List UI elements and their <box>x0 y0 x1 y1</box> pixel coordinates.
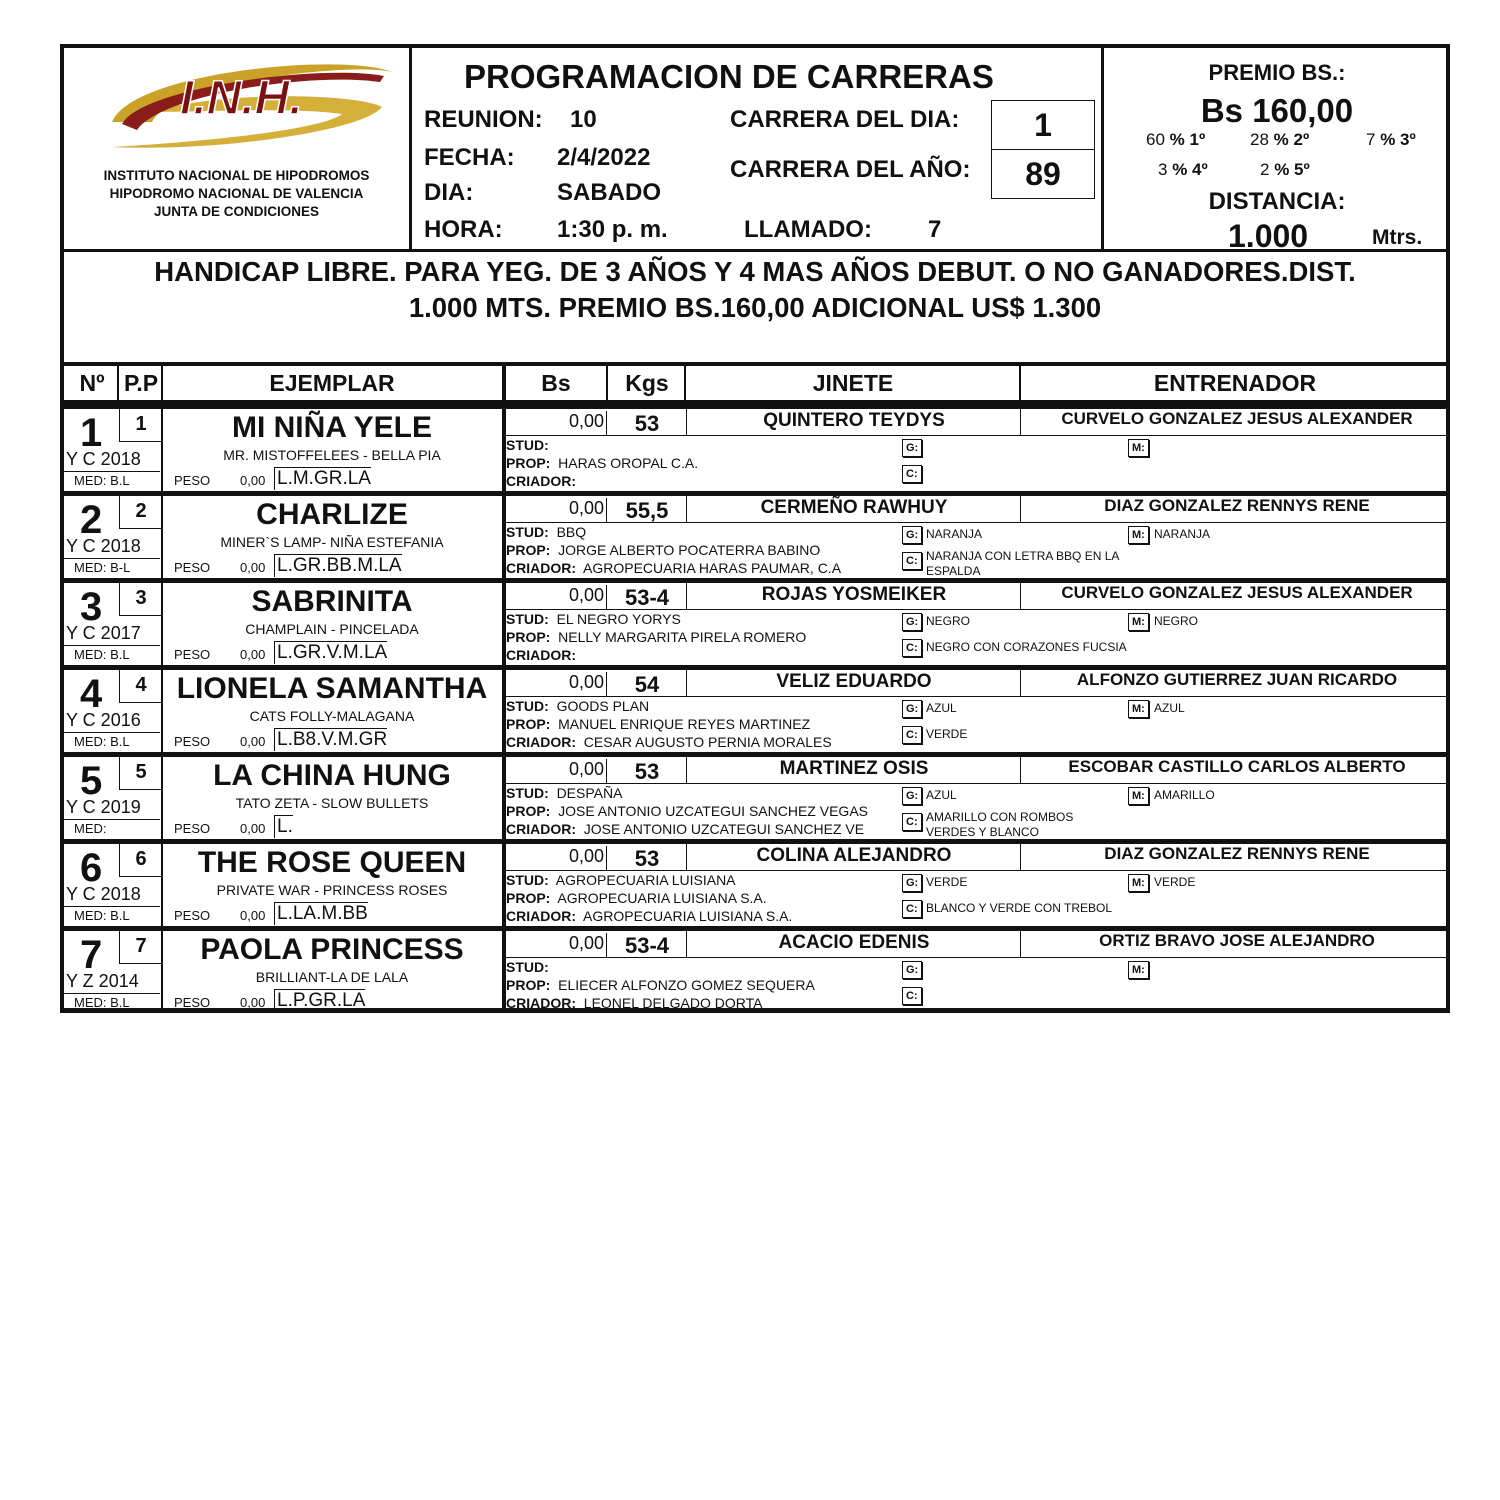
carrera-dia-value: 1 <box>991 100 1095 150</box>
horse-pedigree: CATS FOLLY-MALAGANA <box>249 708 415 724</box>
weight-kgs: 53 <box>634 846 660 871</box>
horse-pedigree: MINER`S LAMP- NIÑA ESTEFANIA <box>220 534 444 550</box>
m-tag: M: <box>1128 874 1149 892</box>
c-value: AMARILLO CON ROMBOS <box>926 810 1074 824</box>
stud-line: STUD: EL NEGRO YORYS <box>506 611 681 627</box>
entry-number: 4 <box>80 672 103 716</box>
bs-value: 0,00 <box>504 411 607 436</box>
distancia-value: 1.000 <box>1228 218 1309 254</box>
horse-pedigree: MR. MISTOFFELEES - BELLA PIA <box>223 447 441 463</box>
prop-line: PROP: JOSE ANTONIO UZCATEGUI SANCHEZ VEGAS <box>506 803 868 819</box>
medication-list: L. <box>274 815 293 838</box>
bs-value: 0,00 <box>504 759 607 784</box>
m-tag: M: <box>1128 526 1149 544</box>
dia-label: DIA: <box>424 179 474 206</box>
medication-code: MED: B.L <box>74 995 130 1010</box>
split-2: 28 % 2º <box>1250 130 1310 149</box>
dia-value: SABADO <box>557 179 662 206</box>
split-3: 7 % 3º <box>1366 130 1416 149</box>
g-value: VERDE <box>926 875 968 889</box>
board-name: JUNTA DE CONDICIONES <box>153 204 319 219</box>
table-row <box>60 926 1450 1013</box>
bs-value: 0,00 <box>504 672 607 697</box>
medication-list: L.GR.V.M.LA <box>274 641 387 664</box>
race-conditions-line-2: 1.000 MTS. PREMIO BS.160,00 ADICIONAL US$ 1.300 <box>408 292 1102 323</box>
c-value-cont: VERDES Y BLANCO <box>926 825 1039 839</box>
fecha-value: 2/4/2022 <box>557 144 651 171</box>
weight-kgs: 53-4 <box>624 933 670 958</box>
inh-logo <box>92 52 402 158</box>
m-value: AMARILLO <box>1154 788 1215 802</box>
criador-line: CRIADOR: AGROPECUARIA HARAS PAUMAR, C.A <box>506 560 842 576</box>
medication-code: MED: B.L <box>74 908 130 923</box>
c-value: NARANJA CON LETRA BBQ EN LA <box>926 549 1120 563</box>
race-program-sheet <box>60 44 1450 1013</box>
sex-year: Y C 2017 <box>66 623 141 643</box>
sex-year: Y C 2019 <box>66 797 141 817</box>
c-value: NEGRO CON CORAZONES FUCSIA <box>926 640 1127 654</box>
entry-number: 1 <box>80 411 103 455</box>
jockey-name: COLINA ALEJANDRO <box>756 845 952 866</box>
m-tag: M: <box>1128 961 1149 979</box>
horse-pedigree: PRIVATE WAR - PRINCESS ROSES <box>216 882 448 898</box>
peso-value: 0,00 <box>240 908 266 923</box>
carrera-ano-label: CARRERA DEL AÑO: <box>730 156 971 183</box>
prop-line: PROP: ELIECER ALFONZO GOMEZ SEQUERA <box>506 977 815 993</box>
table-row <box>60 752 1450 839</box>
g-tag: G: <box>902 961 922 979</box>
medication-list: L.P.GR.LA <box>274 989 365 1012</box>
medication-list: L.LA.M.BB <box>274 902 368 925</box>
col-kgs: Kgs <box>625 370 669 396</box>
horse-name: THE ROSE QUEEN <box>197 846 467 879</box>
sex-year: Y C 2016 <box>66 710 141 730</box>
col-ejemplar: EJEMPLAR <box>269 370 395 396</box>
g-value: AZUL <box>926 701 957 715</box>
c-value: BLANCO Y VERDE CON TREBOL <box>926 901 1113 915</box>
horse-pedigree: TATO ZETA - SLOW BULLETS <box>235 795 429 811</box>
split-4: 3 % 4º <box>1158 160 1208 179</box>
m-value: NARANJA <box>1154 527 1211 541</box>
horse-name: LIONELA SAMANTHA <box>176 672 488 705</box>
sex-year: Y C 2018 <box>66 884 141 904</box>
race-conditions <box>60 252 1450 366</box>
table-row <box>60 578 1450 665</box>
race-conditions-line-1: HANDICAP LIBRE. PARA YEG. DE 3 AÑOS Y 4 MAS AÑOS DEBUT. O NO GANADORES.DIST. <box>154 256 1356 287</box>
sex-year: Y Z 2014 <box>66 971 139 991</box>
m-value: AZUL <box>1154 701 1185 715</box>
medication-list: L.B8.V.M.GR <box>274 728 387 751</box>
horse-name: MI NIÑA YELE <box>231 411 433 444</box>
bs-value: 0,00 <box>504 498 607 523</box>
bs-value: 0,00 <box>504 933 607 958</box>
peso-label: PESO <box>174 560 211 575</box>
jockey-name: CERMEÑO RAWHUY <box>760 497 948 518</box>
peso-label: PESO <box>174 473 211 488</box>
peso-value: 0,00 <box>240 473 266 488</box>
hora-value: 1:30 p. m. <box>557 216 668 243</box>
post-position: 7 <box>119 931 162 964</box>
trainer-name: DIAZ GONZALEZ RENNYS RENE <box>1104 496 1370 515</box>
peso-value: 0,00 <box>240 560 266 575</box>
m-value: VERDE <box>1154 875 1196 889</box>
hora-label: HORA: <box>424 216 503 243</box>
g-tag: G: <box>902 526 922 544</box>
c-tag: C: <box>902 900 922 918</box>
post-position: 1 <box>119 409 162 442</box>
weight-kgs: 53 <box>634 411 660 436</box>
medication-code: MED: <box>74 821 107 836</box>
trainer-name: ESCOBAR CASTILLO CARLOS ALBERTO <box>1068 757 1406 776</box>
peso-value: 0,00 <box>240 734 266 749</box>
prop-line: PROP: AGROPECUARIA LUISIANA S.A. <box>506 890 767 906</box>
horse-pedigree: BRILLIANT-LA DE LALA <box>255 969 409 985</box>
horse-name: PAOLA PRINCESS <box>200 933 464 966</box>
svg-text:I.N.H.: I.N.H. <box>180 72 303 125</box>
split-5: 2 % 5º <box>1260 160 1310 179</box>
entry-number: 3 <box>80 585 103 629</box>
peso-value: 0,00 <box>240 821 266 836</box>
peso-label: PESO <box>174 995 211 1010</box>
carrera-ano-value: 89 <box>991 149 1095 199</box>
org-name: INSTITUTO NACIONAL DE HIPODROMOS <box>103 168 370 183</box>
table-row <box>60 839 1450 926</box>
prop-line: PROP: JORGE ALBERTO POCATERRA BABINO <box>506 542 821 558</box>
distancia-unit: Mtrs. <box>1372 226 1423 249</box>
criador-line: CRIADOR: AGROPECUARIA LUISIANA S.A. <box>506 908 793 924</box>
trainer-name: ORTIZ BRAVO JOSE ALEJANDRO <box>1099 931 1375 950</box>
g-value: NEGRO <box>926 614 971 628</box>
horse-name: CHARLIZE <box>256 498 408 531</box>
jockey-name: ROJAS YOSMEIKER <box>761 584 947 605</box>
m-tag: M: <box>1128 613 1149 631</box>
g-value: NARANJA <box>926 527 983 541</box>
post-position: 5 <box>119 757 162 790</box>
c-value-cont: ESPALDA <box>926 564 981 578</box>
jockey-name: ACACIO EDENIS <box>778 932 930 953</box>
c-tag: C: <box>902 639 922 657</box>
peso-label: PESO <box>174 908 211 923</box>
stud-line: STUD: BBQ <box>506 524 587 540</box>
horse-name: SABRINITA <box>251 585 413 618</box>
table-row <box>60 491 1450 578</box>
stud-line: STUD: <box>506 959 549 975</box>
m-tag: M: <box>1128 439 1149 457</box>
trainer-name: CURVELO GONZALEZ JESUS ALEXANDER <box>1061 583 1413 602</box>
medication-code: MED: B.L <box>74 473 130 488</box>
medication-code: MED: B.L <box>74 647 130 662</box>
c-tag: C: <box>902 465 922 483</box>
m-tag: M: <box>1128 787 1149 805</box>
stud-line: STUD: AGROPECUARIA LUISIANA <box>506 872 736 888</box>
g-tag: G: <box>902 700 922 718</box>
m-tag: M: <box>1128 700 1149 718</box>
entry-number: 7 <box>80 933 103 977</box>
criador-line: CRIADOR: CESAR AUGUSTO PERNIA MORALES <box>506 734 832 750</box>
jockey-name: MARTINEZ OSIS <box>779 758 929 779</box>
criador-line: CRIADOR: <box>506 647 576 663</box>
column-headers <box>60 366 1450 404</box>
split-1: 60 % 1º <box>1146 130 1206 149</box>
medication-code: MED: B.L <box>74 734 130 749</box>
c-tag: C: <box>902 813 922 831</box>
criador-line: CRIADOR: LEONEL DELGADO DORTA <box>506 995 763 1011</box>
trainer-name: DIAZ GONZALEZ RENNYS RENE <box>1104 844 1370 863</box>
c-tag: C: <box>902 726 922 744</box>
weight-kgs: 53 <box>634 759 660 784</box>
jockey-name: QUINTERO TEYDYS <box>763 410 945 431</box>
llamado-value: 7 <box>928 216 942 243</box>
criador-line: CRIADOR: JOSE ANTONIO UZCATEGUI SANCHEZ VE <box>506 821 865 837</box>
weight-kgs: 53-4 <box>624 585 670 610</box>
col-no: Nº <box>79 370 105 396</box>
jockey-name: VELIZ EDUARDO <box>776 671 932 692</box>
sex-year: Y C 2018 <box>66 449 141 469</box>
table-row <box>60 404 1450 491</box>
medication-code: MED: B-L <box>74 560 131 575</box>
col-pp: P.P <box>123 370 159 396</box>
bs-value: 0,00 <box>504 846 607 871</box>
criador-line: CRIADOR: <box>506 473 576 489</box>
post-position: 6 <box>119 844 162 877</box>
prop-line: PROP: HARAS OROPAL C.A. <box>506 455 699 471</box>
medication-list: L.M.GR.LA <box>274 467 371 490</box>
c-value: VERDE <box>926 727 968 741</box>
entry-number: 2 <box>80 498 103 542</box>
peso-value: 0,00 <box>240 647 266 662</box>
peso-value: 0,00 <box>240 995 266 1010</box>
col-bs: Bs <box>541 370 571 396</box>
horse-pedigree: CHAMPLAIN - PINCELADA <box>245 621 419 637</box>
llamado-label: LLAMADO: <box>744 216 872 243</box>
g-value: AZUL <box>926 788 957 802</box>
program-header <box>60 44 1450 252</box>
col-jinete: JINETE <box>812 370 894 396</box>
prop-line: PROP: MANUEL ENRIQUE REYES MARTINEZ <box>506 716 811 732</box>
stud-line: STUD: GOODS PLAN <box>506 698 650 714</box>
trainer-name: CURVELO GONZALEZ JESUS ALEXANDER <box>1061 409 1413 428</box>
entries-table <box>60 404 1450 1013</box>
horse-name: LA CHINA HUNG <box>213 759 451 792</box>
stud-line: STUD: <box>506 437 549 453</box>
fecha-label: FECHA: <box>424 144 515 171</box>
table-row <box>60 665 1450 752</box>
hippodrome-name: HIPODROMO NACIONAL DE VALENCIA <box>109 186 364 201</box>
g-tag: G: <box>902 613 922 631</box>
trainer-name: ALFONZO GUTIERREZ JUAN RICARDO <box>1076 670 1398 689</box>
post-position: 3 <box>119 583 162 616</box>
reunion-value: 10 <box>570 106 597 133</box>
medication-list: L.GR.BB.M.LA <box>274 554 402 577</box>
stud-line: STUD: DESPAÑA <box>506 785 623 801</box>
g-tag: G: <box>902 874 922 892</box>
g-tag: G: <box>902 439 922 457</box>
peso-label: PESO <box>174 821 211 836</box>
peso-label: PESO <box>174 734 211 749</box>
sex-year: Y C 2018 <box>66 536 141 556</box>
post-position: 2 <box>119 496 162 529</box>
prop-line: PROP: NELLY MARGARITA PIRELA ROMERO <box>506 629 807 645</box>
weight-kgs: 54 <box>634 672 660 697</box>
c-tag: C: <box>902 987 922 1005</box>
carrera-dia-label: CARRERA DEL DIA: <box>730 106 960 133</box>
c-tag: C: <box>902 552 922 570</box>
entry-number: 6 <box>80 846 103 890</box>
peso-label: PESO <box>174 647 211 662</box>
g-tag: G: <box>902 787 922 805</box>
col-entrenador: ENTRENADOR <box>1153 370 1317 396</box>
m-value: NEGRO <box>1154 614 1199 628</box>
weight-kgs: 55,5 <box>625 498 669 523</box>
distancia-label: DISTANCIA: <box>1208 188 1346 215</box>
reunion-label: REUNION: <box>424 106 543 133</box>
bs-value: 0,00 <box>504 585 607 610</box>
premio-value: Bs 160,00 <box>1200 92 1354 129</box>
entry-number: 5 <box>80 759 103 803</box>
program-title: PROGRAMACION DE CARRERAS <box>464 58 994 95</box>
premio-label: PREMIO BS.: <box>1208 60 1346 85</box>
post-position: 4 <box>119 670 162 703</box>
